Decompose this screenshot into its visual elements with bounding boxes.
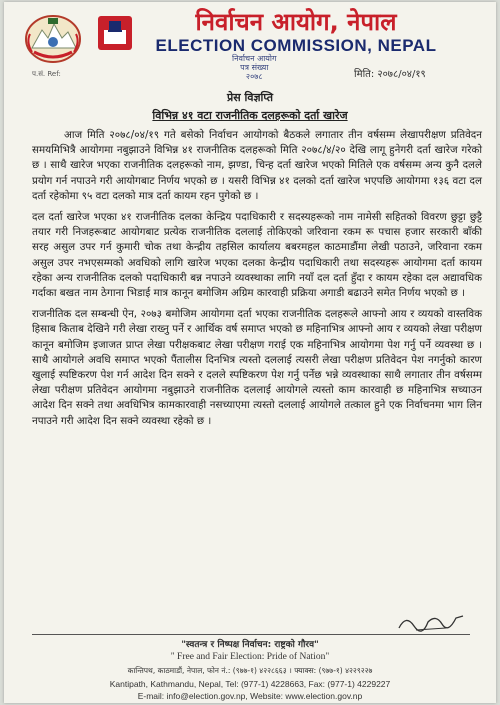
contact-info: E-mail: info@election.gov.np, Website: www.election.gov.np — [137, 691, 363, 701]
press-release-heading: प्रेस विज्ञप्ति — [226, 91, 274, 104]
paragraph-1: आज मिति २०७८/०४/१९ गते बसेको निर्वाचन आयोगको बैठकले लगातार तीन वर्षसम्म लेखापरीक्षण प्रतिवेदन समयमिभित्रै आयोगमा नबुझाउने विभिन्न ४१ राजनीतिक दलहरूको मिति २०७८/४/२० देखि लागू हुनेगरी दर्ता खारेज गरेको छ । साथै खारेज भएका राजनीतिक दलहरूको नाम, झण्डा, चिन्ह दर्ता खारेज भएको मितिले एक वर्षसम्म अन्य कुनै दलले प्रयोग गर्न नपाउने गरी आयोगबाट निर्णय भएको छ । यसरी विभिन्न ४१ दलको दर्ता खारेज भएपछि आयोगमा १३६ वटा दल दर्ता रहेकोमा ९५ वटा दलको मात्र दर्ता कायम रहन पुगेको छ । — [32, 129, 482, 202]
press-release-document — [4, 2, 496, 703]
paragraph-2: दल दर्ता खारेज भएका ४१ राजनीतिक दलका केन्द्रिय पदाधिकारी र सदस्यहरूको नाम नामेसी सहितको विवरण छुट्टा छुट्टै तयार गरी निजहरूबाट आयोगबाट प्रत्येक राजनीतिक दललाई तोकिएको जरिवाना रकम रू पचास हजार सरकारी बाँकी सरह असुल उपर गर्न कुमारी चोक तथा केन्द्रीय तहसिल कार्यालय बबरमहल काठमाडौंमा लेखी पठाउने, जरिवाना रकम असुल उपर नभएसम्मको अवधिको लागि खारेज भएका दलका केन्द्रीय पदाधिकारी तथा सदस्यहरू आयोगमा दर्ता कायम रहेका अन्य राजनीतिक दलको पदाधिकारी बन्न नपाउने व्यवस्थाका लागि नयाँ दल दर्ता हुँदा र कायम रहेका दल अद्यावधिक गर्दाका बखत नाम ठेगाना भिडाई मात्र कानून बमोजिम अग्रिम कारवाही प्रक्रिया अगाडी बढाउने समेत निर्णय भएको छ । — [32, 211, 482, 300]
organization-name-english: ELECTION COMMISSION, NEPAL — [155, 36, 437, 55]
document-date: मिति: २०७८/०४/१९ — [354, 69, 426, 80]
nepal-emblem-icon — [24, 12, 82, 64]
release-body — [32, 128, 482, 435]
election-commission-logo — [98, 16, 132, 50]
dispatch-stamp — [232, 54, 277, 81]
reference-label: प.सं. Ref: — [32, 70, 61, 78]
slogan-nepali: "स्वतन्त्र र निष्पक्ष निर्वाचन: राष्ट्रको गौरव" — [181, 640, 319, 650]
signature-icon — [396, 610, 466, 636]
address-nepali: कान्तिपथ, काठमाडौं, नेपाल, फोन नं.: (९७७-१) ४२२८६६३ । फ्याक्स: (९७७-१) ४२२९२२७ — [127, 666, 373, 675]
stamp-line-2: पत्र संख्या — [240, 63, 269, 72]
address-english: Kantipath, Kathmandu, Nepal, Tel: (977-1) 4228663, Fax: (977-1) 4229227 — [109, 679, 391, 689]
paragraph-3: राजनीतिक दल सम्बन्धी ऐन, २०७३ बमोजिम आयोगमा दर्ता भएका राजनीतिक दलहरूले आफ्नो आय र व्ययको वास्तविक हिसाब किताब देखिने गरी लेखा राख्नु पर्ने र आर्थिक वर्ष समाप्त भएको छ महिनाभित्र आफ्नो आय र व्ययको लेखा परीक्षण कानून बमोजिम इजाजत प्राप्त लेखा परीक्षकबाट लेखा परीक्षण गराई एक महिनाभित्र आयोगमा पेश गर्नु पर्ने व्यवस्था छ । साथै आयोगले अवधि समाप्त भएको पैंतालीस दिनभित्र त्यस्तो दललाई त्यसरी लेखा परीक्षण प्रतिवेदन पेश नगर्नुको कारण खुलाई स्पष्टिकरण पेश गर्न आदेश दिन सक्ने र दलले स्पष्टिकरण पेश गर्नु पर्नेछ भन्ने व्यवस्थाका साथै लगातार तीन वर्षसम्म लेखा परीक्षण प्रतिवेदन आयोगमा नबुझाउने राजनीतिक दललाई आयोगले त्यस्तो काम कारवाही छ महिनाभित्र सच्याउन आदेश दिन सक्ने तथा अवधिभित्र कामकारवाही नसच्याएमा त्यस्तो दललाई आयोगले तत्काल हुने एक निर्वाचनमा भाग लिन नपाउने गरी आदेश दिन सक्ने व्यवस्था रहेको छ । — [32, 308, 482, 427]
slogan-english: " Free and Fair Election: Pride of Nation" — [170, 652, 330, 662]
stamp-line-1: निर्वाचन आयोग — [232, 54, 277, 63]
organization-name-nepali: निर्वाचन आयोग, नेपाल — [195, 8, 397, 36]
subject-heading: विभिन्न ४१ वटा राजनीतिक दलहरूको दर्ता खारेज — [152, 109, 348, 122]
stamp-line-3: २०७८ — [245, 72, 263, 81]
footer — [4, 635, 496, 701]
letterhead — [4, 2, 496, 82]
